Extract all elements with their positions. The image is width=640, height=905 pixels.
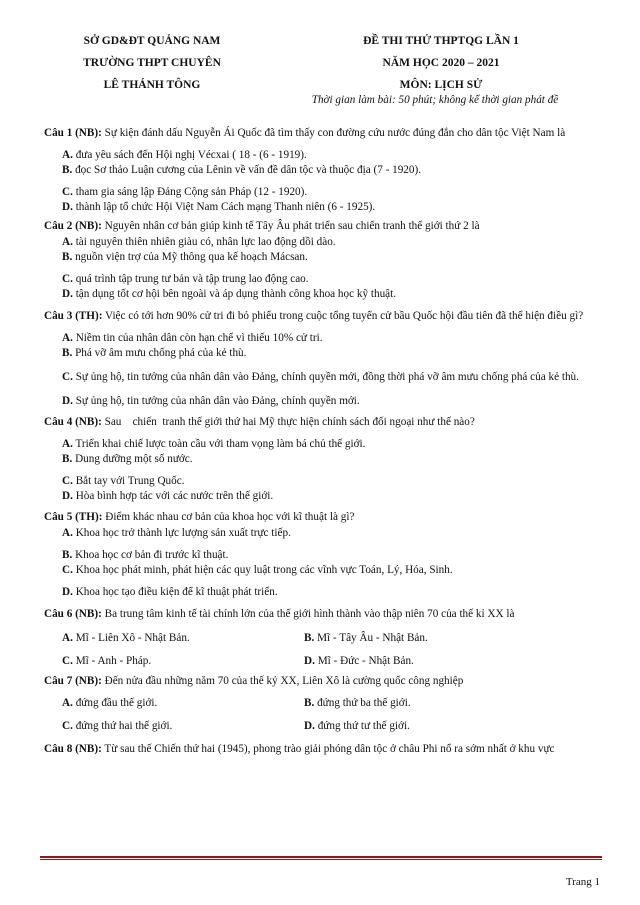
subject: MÔN: LỊCH SỬ [399,79,483,91]
option-b: B. Mĩ - Tây Âu - Nhật Bản. [304,632,428,644]
option-c: C. Sự ủng hộ, tin tưởng của nhân dân vào Đảng, chính quyền mới, đồng thời phá vỡ âm mưu chống phá của kẻ thù. [62,371,579,383]
exam-title: ĐỀ THI THỬ THPTQG LẦN 1 [363,35,519,47]
option-b: B. Phá vỡ âm mưu chống phá của kẻ thù. [62,347,247,359]
option-d: D. Khoa học tạo điều kiện để kĩ thuật phát triển. [62,586,278,598]
question-7: Câu 7 (NB): Đến nửa đầu những năm 70 của thế kỷ XX, Liên Xô là cường quốc công nghiệp [44,675,464,687]
question-4: Câu 4 (NB): Sau chiến tranh thế giới thứ hai Mỹ thực hiện chính sách đối ngoại như thế nào? [44,416,475,428]
department-name: SỞ GD&ĐT QUẢNG NAM [83,35,221,47]
option-d: D. Hòa bình hợp tác với các nước trên thế giới. [62,490,274,502]
option-a: A. Khoa học trở thành lực lượng sản xuất trực tiếp. [62,527,291,539]
school-year: NĂM HỌC 2020 – 2021 [382,57,500,69]
question-8: Câu 8 (NB): Từ sau thế Chiến thứ hai (1945), phong trào giải phóng dân tộc ở châu Phi nổ ra sớm nhất ở khu vực [44,743,555,755]
option-row [44,652,602,670]
option-c: C. Khoa học phát minh, phát hiện các quy luật trong các vĩnh vực Toán, Lý, Hóa, Sinh. [62,564,453,576]
option-row [44,717,602,735]
exam-header [318,30,564,96]
page-number: Trang 1 [565,876,600,888]
option-c: C. Bắt tay với Trung Quốc. [62,475,185,487]
option-c: C. tham gia sáng lập Đảng Cộng sản Pháp (12 - 1920). [62,186,308,198]
option-a: A. Mĩ - Liên Xô - Nhật Bản. [62,632,190,644]
option-c: C. quá trình tập trung tư bản và tập trung lao động cao. [62,273,309,285]
school-name-line1: TRƯỜNG THPT CHUYÊN [83,57,221,69]
question-list [44,122,602,760]
option-b: B. đứng thứ ba thế giới. [304,697,411,709]
option-d: D. Sự ủng hộ, tin tưởng của nhân dân vào Đảng, chính quyền mới. [62,395,360,407]
question-text: Sự kiện đánh dấu Nguyễn Ái Quốc đã tìm thấy con đường cứu nước đúng đắn cho dân tộc Việt Nam là [101,127,566,139]
option-d: D. thành lập tổ chức Hội Việt Nam Cách mạng Thanh niên (6 - 1925). [62,201,376,213]
option-row [44,694,602,712]
question-3: Câu 3 (TH): Việc có tới hơn 90% cử tri đi bỏ phiếu trong cuộc tổng tuyển cử bầu Quốc hội đầu tiên đã thể hiện điều gì? [44,310,584,322]
time-note: Thời gian làm bài: 50 phút; không kể thời gian phát đề [311,94,559,106]
question-5: Câu 5 (TH): Điểm khác nhau cơ bản của khoa học với kĩ thuật là gì? [44,511,355,523]
footer-rule [40,856,602,858]
option-a: A. Niềm tin của nhân dân còn hạn chế vì thiếu 10% cử tri. [62,332,323,344]
footer-rule-thin [40,859,602,860]
option-d: D. Mĩ - Đức - Nhật Bản. [304,655,414,667]
school-name-line2: LÊ THÁNH TÔNG [103,79,201,91]
option-b: B. nguồn viện trợ của Mỹ thông qua kế hoạch Mácsan. [62,251,308,263]
option-a: A. Triển khai chiế lược toàn cầu với tham vọng làm bá chủ thế giới. [62,438,366,450]
option-b: B. Khoa học cơ bản đi trước kĩ thuật. [62,549,229,561]
option-a: A. tài nguyên thiên nhiên giàu có, nhân lực lao động dồi dào. [62,236,336,248]
option-b: B. Dung dưỡng một số nước. [62,453,193,465]
question-1 [44,122,602,144]
option-row [44,629,602,647]
question-label: Câu 1 (NB): [44,127,102,139]
option-b: B. đọc Sơ thảo Luận cương của Lênin về vấn đề dân tộc và thuộc địa (7 - 1920). [62,164,422,176]
question-2: Câu 2 (NB): Nguyên nhân cơ bản giúp kinh tế Tây Âu phát triển sau chiến tranh thế giới thứ 2 là [44,220,480,232]
option-c: C. đứng thứ hai thế giới. [62,720,173,732]
option-c: C. Mĩ - Anh - Pháp. [62,655,152,667]
option-d: D. đứng thứ tư thế giới. [304,720,410,732]
option-d: D. tận dụng tốt cơ hội bên ngoài và áp dụng thành công khoa học kỹ thuật. [62,288,397,300]
option-a: A. đưa yêu sách đến Hội nghị Vécxai ( 18 - (6 - 1919). [62,149,307,161]
option-a: A. đứng đầu thế giới. [62,697,158,709]
school-header [42,30,262,96]
question-6: Câu 6 (NB): Ba trung tâm kinh tế tài chính lớn của thế giới hình thành vào thập niên 70 của thế kỉ XX là [44,608,515,620]
